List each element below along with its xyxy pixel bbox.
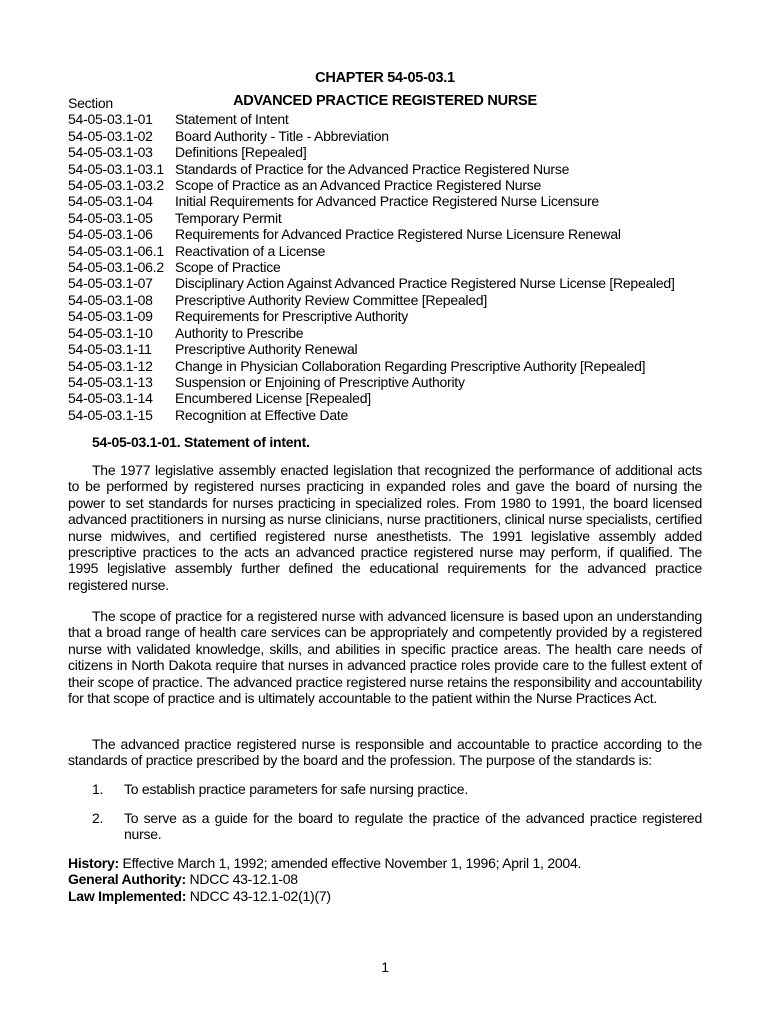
toc-code: 54-05-03.1-09 xyxy=(68,308,153,325)
toc-title: Requirements for Prescriptive Authority xyxy=(175,308,409,325)
authority-line xyxy=(68,871,702,887)
toc-entry xyxy=(68,177,702,193)
list-number: 1. xyxy=(92,781,104,797)
toc-entry xyxy=(68,341,702,357)
toc-entry xyxy=(68,161,702,177)
law-value: NDCC 43-12.1-02(1)(7) xyxy=(186,887,331,904)
history-line xyxy=(68,855,702,871)
toc-title: Authority to Prescribe xyxy=(175,324,304,341)
list-text: To establish practice parameters for safe nursing practice. xyxy=(124,781,468,797)
toc-title: Statement of Intent xyxy=(175,111,289,128)
toc-entry xyxy=(68,128,702,144)
history-value: Effective March 1, 1992; amended effective November 1, 1996; April 1, 2004. xyxy=(118,855,582,871)
chapter-title: ADVANCED PRACTICE REGISTERED NURSE xyxy=(233,93,537,109)
toc-entry xyxy=(68,210,702,226)
toc-code: 54-05-03.1-03.2 xyxy=(68,177,164,194)
chapter-number: CHAPTER 54-05-03.1 xyxy=(315,70,455,86)
toc-code: 54-05-03.1-03 xyxy=(68,144,153,161)
authority-value: NDCC 43-12.1-08 xyxy=(185,871,298,888)
toc-code: 54-05-03.1-06.1 xyxy=(68,242,164,259)
toc-entry xyxy=(68,193,702,209)
toc-title: Prescriptive Authority Renewal xyxy=(175,341,358,358)
toc-entry xyxy=(68,144,702,160)
toc-code: 54-05-03.1-15 xyxy=(68,406,153,423)
toc-entry xyxy=(68,259,702,275)
paragraph: The scope of practice for a registered nurse with advanced licensure is based upon an understanding that a broad range of health care services can be appropriately and competently provided by a registered nurse with validated knowledge, skills, and abilities in specific practice areas. The health care needs of citizens in North Dakota require that nurses in advanced practice roles provide care to the fullest extent of their scope of practice. The advanced practice registered nurse retains the responsibility and accountability for that scope of practice and is ultimately accountable to the patient within the Nurse Practices Act. xyxy=(68,608,702,707)
toc-title: Reactivation of a License xyxy=(175,242,326,259)
toc-title: Initial Requirements for Advanced Practice Registered Nurse Licensure xyxy=(175,193,599,210)
toc-entry xyxy=(68,407,702,423)
toc-code: 54-05-03.1-05 xyxy=(68,209,153,226)
toc-code: 54-05-03.1-08 xyxy=(68,291,153,308)
toc-title: Change in Physician Collaboration Regarding Prescriptive Authority [Repealed] xyxy=(175,357,646,374)
toc-code: 54-05-03.1-10 xyxy=(68,324,153,341)
toc-code: 54-05-03.1-14 xyxy=(68,390,153,407)
toc-title: Scope of Practice xyxy=(175,259,281,276)
toc-title: Prescriptive Authority Review Committee [Repealed] xyxy=(175,291,487,308)
toc-title: Board Authority - Title - Abbreviation xyxy=(175,127,389,144)
toc-code: 54-05-03.1-03.1 xyxy=(68,160,164,177)
toc-list xyxy=(68,111,702,423)
page-number: 1 xyxy=(381,959,389,975)
toc-code: 54-05-03.1-12 xyxy=(68,357,153,374)
authority-label: General Authority: xyxy=(68,871,186,888)
law-line xyxy=(68,888,702,904)
toc-entry xyxy=(68,358,702,374)
toc-code: 54-05-03.1-06.2 xyxy=(68,259,164,276)
toc-entry xyxy=(68,390,702,406)
toc-title: Temporary Permit xyxy=(175,209,282,226)
toc-title: Definitions [Repealed] xyxy=(175,144,307,161)
toc-entry xyxy=(68,325,702,341)
list-text: To serve as a guide for the board to regulate the practice of the advanced practice registered nurse. xyxy=(124,810,702,843)
toc-title: Encumbered License [Repealed] xyxy=(175,390,371,407)
toc-entry xyxy=(68,111,702,127)
toc-title: Requirements for Advanced Practice Registered Nurse Licensure Renewal xyxy=(175,226,621,243)
toc-code: 54-05-03.1-07 xyxy=(68,275,153,292)
history-block xyxy=(68,855,702,904)
toc-entry xyxy=(68,243,702,259)
toc-entry xyxy=(68,292,702,308)
toc-title: Standards of Practice for the Advanced Practice Registered Nurse xyxy=(175,160,570,177)
toc-entry xyxy=(68,374,702,390)
toc-entry xyxy=(68,275,702,291)
toc-title: Recognition at Effective Date xyxy=(175,406,349,423)
toc-code: 54-05-03.1-06 xyxy=(68,226,153,243)
toc-title: Disciplinary Action Against Advanced Practice Registered Nurse License [Repealed] xyxy=(175,275,675,292)
toc-label: Section xyxy=(68,95,113,111)
toc-title: Scope of Practice as an Advanced Practice Registered Nurse xyxy=(175,177,542,194)
list-item xyxy=(68,781,702,797)
paragraph: The advanced practice registered nurse is responsible and accountable to practice according to the standards of practice prescribed by the board and the profession. The purpose of the standards is: xyxy=(68,736,702,769)
paragraph: The 1977 legislative assembly enacted legislation that recognized the performance of additional acts to be performed by registered nurses practicing in expanded roles and gave the board of nursing the power to set standards for nurses practicing in specialized roles. From 1980 to 1991, the board licensed advanced practitioners in nursing as nurse clinicians, nurse practitioners, clinical nurse specialists, certified nurse midwives, and certified registered nurse anesthetists. The 1991 legislative assembly added prescriptive practices to the acts an advanced practice registered nurse may perform, if qualified. The 1995 legislative assembly further defined the educational requirements for the advanced practice registered nurse. xyxy=(68,462,702,593)
toc-code: 54-05-03.1-01 xyxy=(68,111,153,128)
toc-entry xyxy=(68,308,702,324)
toc-code: 54-05-03.1-13 xyxy=(68,373,153,390)
list-number: 2. xyxy=(92,810,104,826)
toc-title: Suspension or Enjoining of Prescriptive Authority xyxy=(175,373,465,390)
toc-code: 54-05-03.1-11 xyxy=(68,341,152,358)
table-of-contents xyxy=(68,95,702,423)
toc-code: 54-05-03.1-04 xyxy=(68,193,153,210)
toc-code: 54-05-03.1-02 xyxy=(68,127,153,144)
section-heading: 54-05-03.1-01. Statement of intent. xyxy=(92,434,310,450)
toc-entry xyxy=(68,226,702,242)
law-label: Law Implemented: xyxy=(68,887,187,904)
list-item xyxy=(68,810,702,843)
history-label: History: xyxy=(68,855,119,871)
